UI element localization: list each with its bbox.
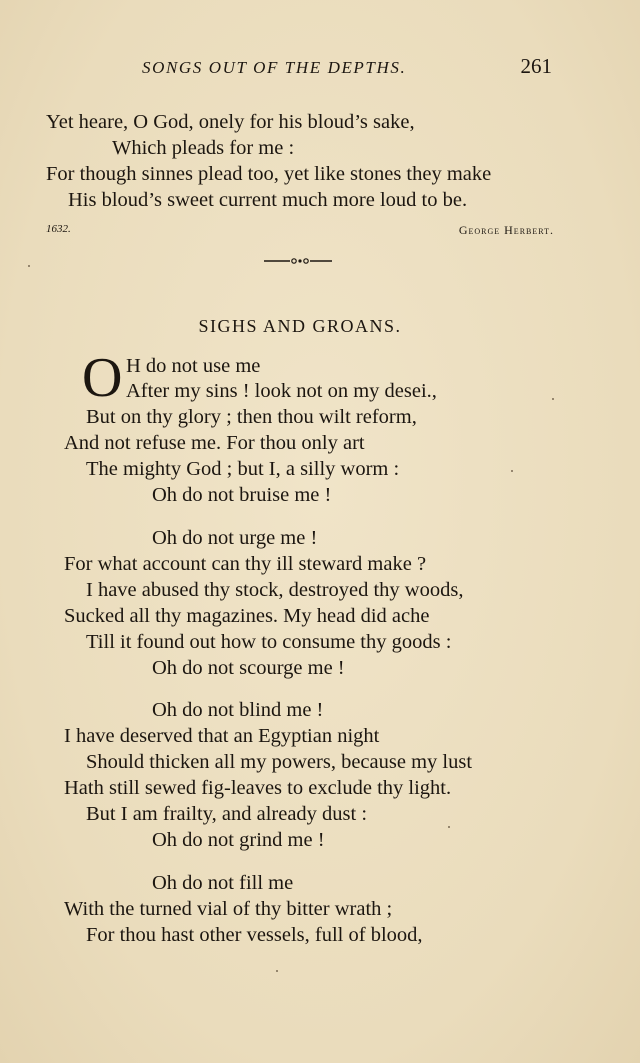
verse-line: I have deserved that an Egyptian night <box>64 725 380 747</box>
verse-line: Hath still sewed fig-leaves to exclude thy light. <box>64 777 452 799</box>
verse-line: Oh do not grind me ! <box>152 829 325 851</box>
verse-line: Till it found out how to consume thy goods : <box>86 631 452 653</box>
verse-line: For what account can thy ill steward make ? <box>64 553 427 575</box>
verse-line: Oh do not scourge me ! <box>152 657 345 679</box>
running-title: SONGS OUT OF THE DEPTHS. <box>142 58 407 77</box>
verse-line: Yet heare, O God, onely for his bloud’s sake, <box>46 111 415 133</box>
verse-line: Which pleads for me : <box>112 137 295 159</box>
paper-speck <box>552 398 554 400</box>
verse-line: I have abused thy stock, destroyed thy woods, <box>86 579 464 601</box>
page-number: 261 <box>520 54 552 78</box>
verse-line: Sucked all thy magazines. My head did ache <box>64 605 430 627</box>
verse-line: Should thicken all my powers, because my lust <box>86 751 473 773</box>
paper-speck <box>276 970 278 972</box>
verse-line: Oh do not fill me <box>152 872 294 894</box>
verse-line: The mighty God ; but I, a silly worm : <box>86 458 400 480</box>
drop-cap: O <box>82 347 123 409</box>
verse-line: For thou hast other vessels, full of blood, <box>86 924 423 946</box>
poem-title: SIGHS AND GROANS. <box>198 316 402 336</box>
verse-line: But on thy glory ; then thou wilt reform, <box>86 406 417 428</box>
verse-line: H do not use me <box>126 355 261 377</box>
poem-author: George Herbert. <box>458 223 554 237</box>
verse-line: For though sinnes plead too, yet like stones they make <box>46 163 492 185</box>
paper-speck <box>511 470 513 472</box>
verse-line: His bloud’s sweet current much more loud to be. <box>68 189 468 211</box>
verse-line: Oh do not blind me ! <box>152 699 324 721</box>
verse-line: And not refuse me. For thou only art <box>64 432 365 454</box>
page-header <box>0 54 640 88</box>
paper-speck <box>28 265 30 267</box>
verse-line: With the turned vial of thy bitter wrath ; <box>64 898 393 920</box>
verse-line: Oh do not urge me ! <box>152 527 318 549</box>
verse-line: But I am frailty, and already dust : <box>86 803 368 825</box>
ornament-divider-icon <box>262 255 334 267</box>
verse-line: Oh do not bruise me ! <box>152 484 332 506</box>
poem-year: 1632. <box>46 223 71 235</box>
paper-speck <box>448 826 450 828</box>
verse-line: After my sins ! look not on my desei., <box>126 380 437 402</box>
